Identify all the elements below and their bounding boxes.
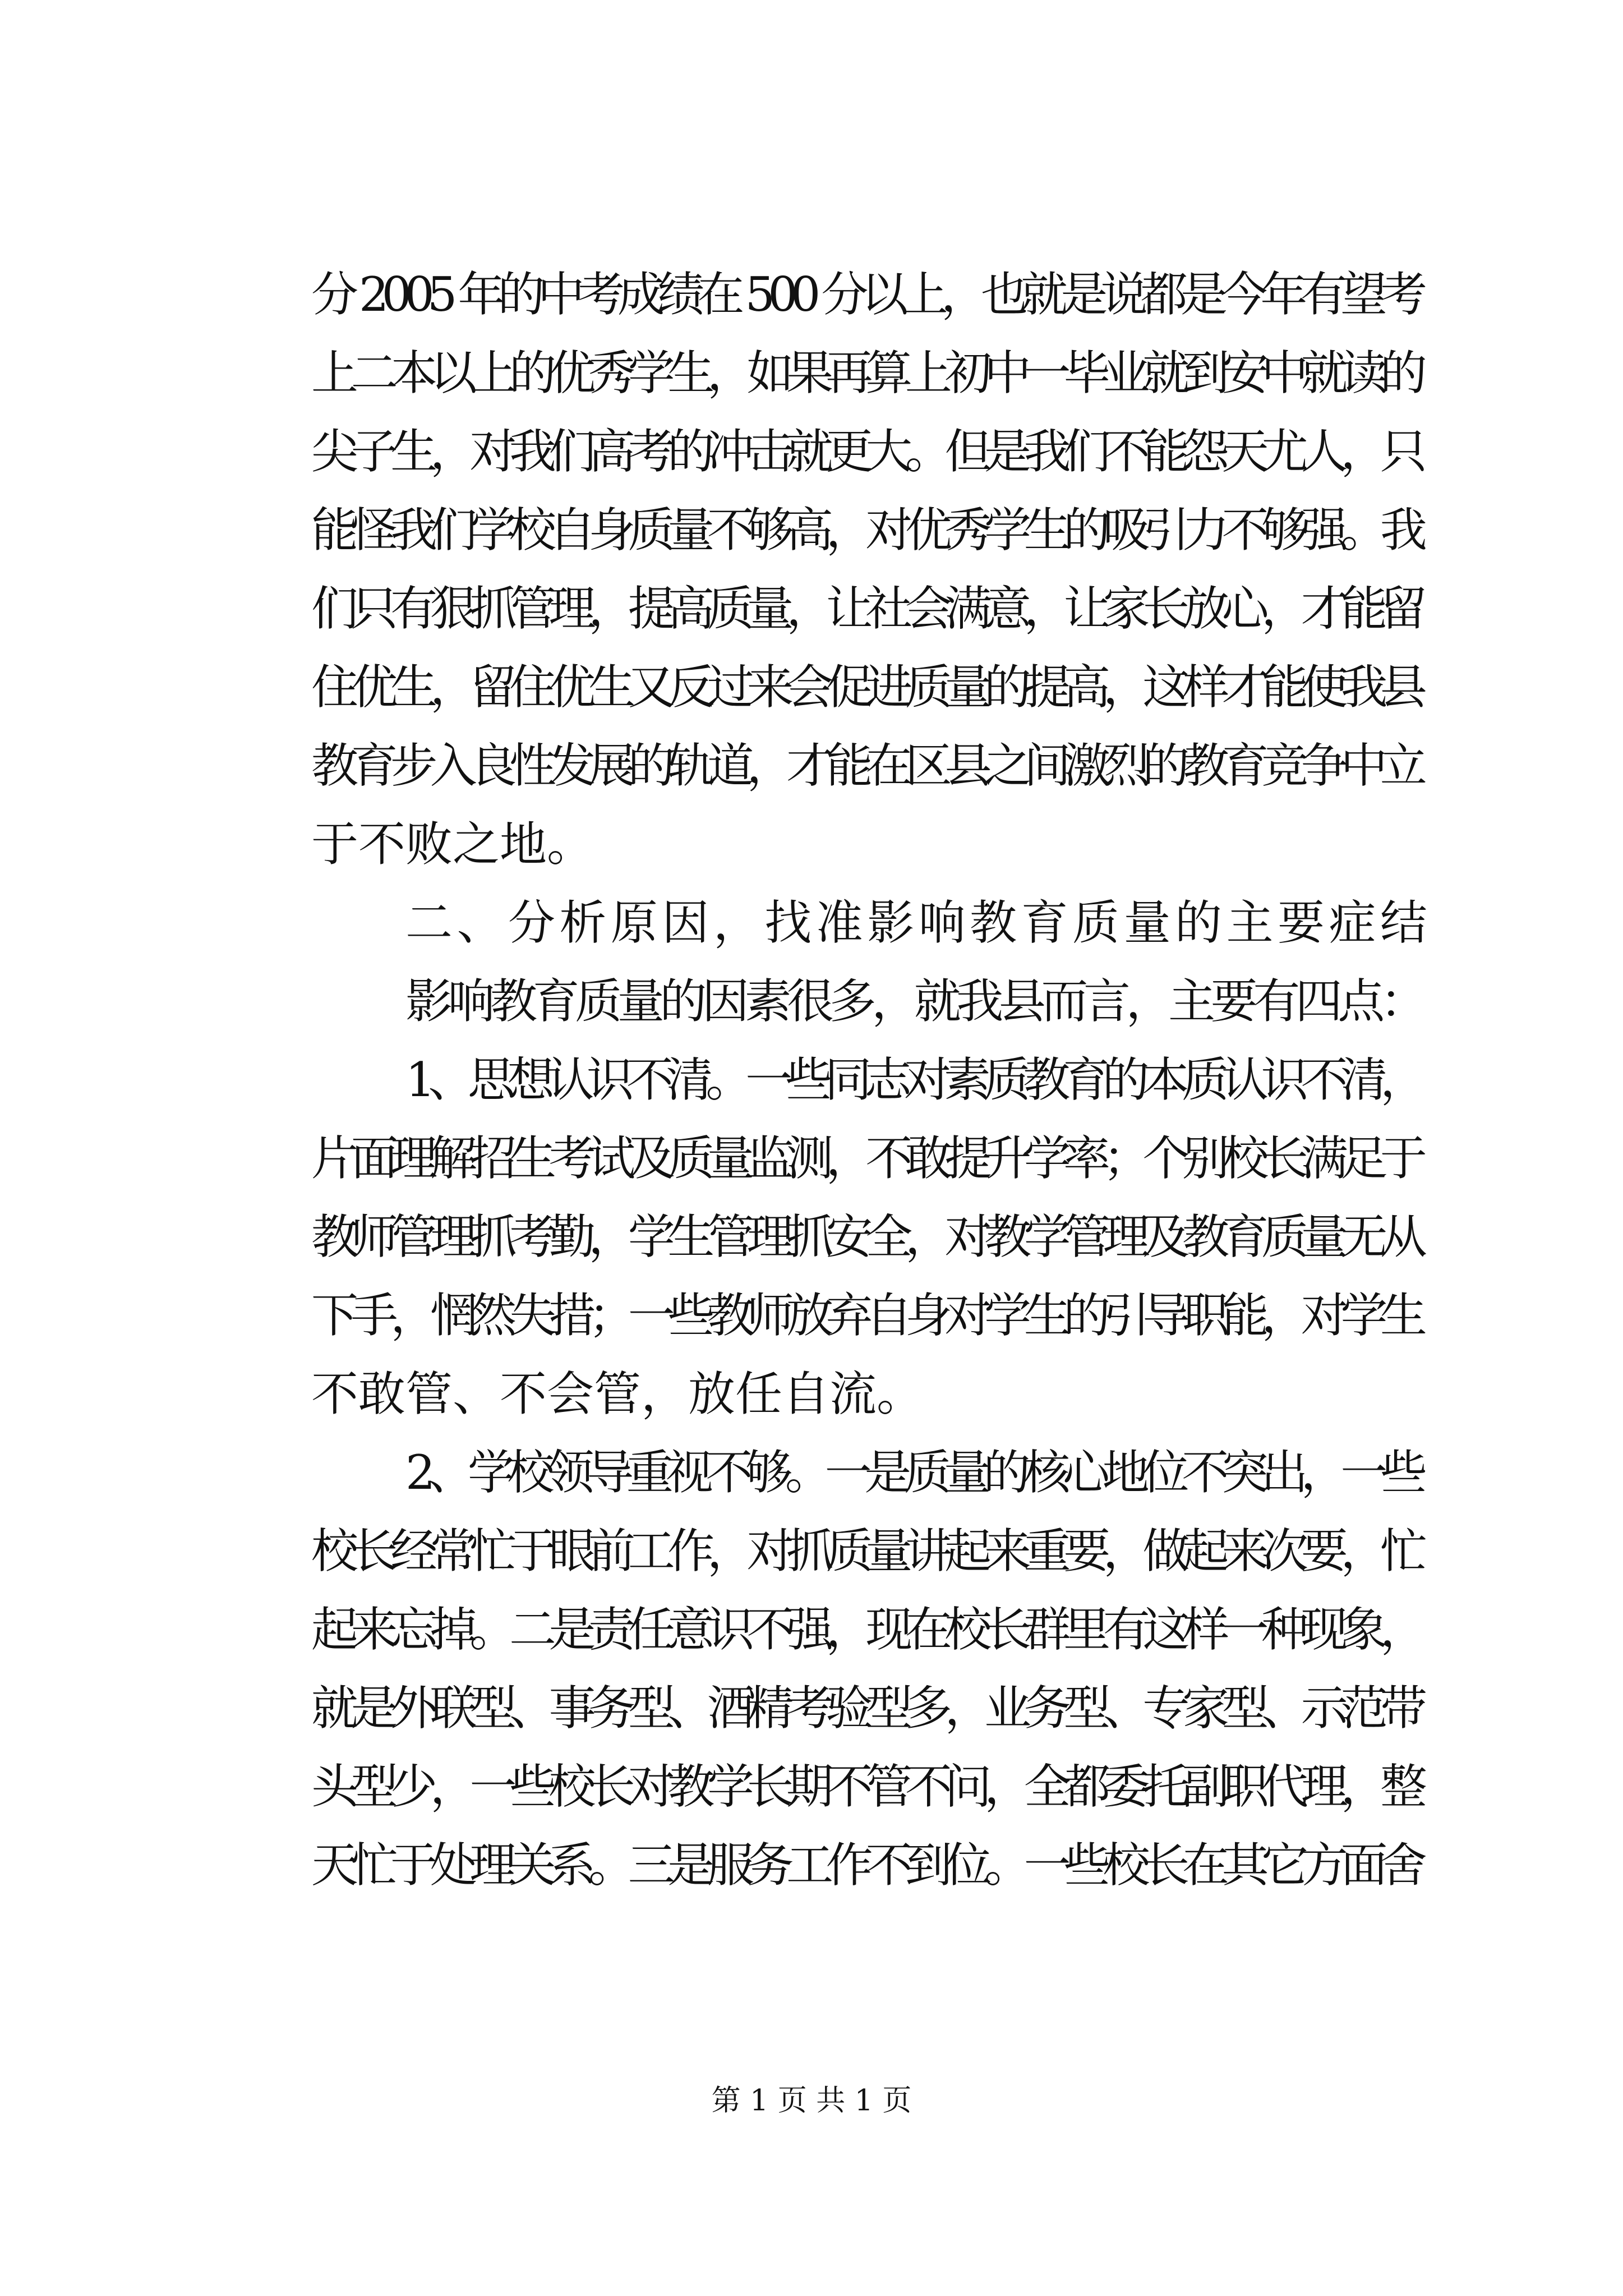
text-line: 起来忘掉。二是责任意识不强，现在校长群里有这样一种现象， xyxy=(311,1602,1420,1657)
text-line: 尖子生，对我们高考的冲击就更大。但是我们不能怨天尤人，只 xyxy=(311,424,1420,479)
text-line: 天忙于处理关系。三是服务工作不到位。一些校长在其它方面舍 xyxy=(311,1838,1420,1893)
text-line: 分 2005 年的中考成绩在 500 分以上，也就是说都是今年有望考 xyxy=(311,267,1421,322)
text-line: 就是外联型、事务型、酒精考验型多，业务型、专家型、示范带 xyxy=(311,1681,1420,1736)
text-line: 能怪我们学校自身质量不够高，对优秀学生的吸引力不够强。我 xyxy=(311,503,1420,558)
text-line: 1、思想认识不清。一些同志对素质教育的本质认识不清， xyxy=(405,1052,1420,1107)
text-line: 们只有狠抓管理，提高质量，让社会满意，让家长放心，才能留 xyxy=(311,581,1420,636)
text-line: 校长经常忙于眼前工作，对抓质量讲起来重要，做起来次要，忙 xyxy=(311,1524,1420,1579)
text-line: 二、分析原因，找准影响教育质量的主要症结 xyxy=(405,895,1432,950)
text-line: 于不败之地。 xyxy=(311,817,594,872)
text-line: 下手，惘然失措；一些教师放弃自身对学生的引导职能，对学生 xyxy=(311,1288,1420,1343)
text-line: 影响教育质量的因素很多，就我县而言，主要有四点： xyxy=(405,974,1423,1029)
text-line: 教师管理抓考勤，学生管理抓安全，对教学管理及教育质量无从 xyxy=(311,1209,1420,1264)
text-line: 片面理解招生考试及质量监测，不敢提升学率；个别校长满足于 xyxy=(311,1131,1420,1186)
text-line: 不敢管、不会管，放任自流。 xyxy=(311,1366,924,1421)
text-line: 住优生，留住优生又反过来会促进质量的提高，这样才能使我县 xyxy=(311,660,1420,715)
text-line: 上二本以上的优秀学生，如果再算上初中一毕业就到安中就读的 xyxy=(311,346,1420,401)
document-body xyxy=(311,255,1432,1904)
text-line: 2、学校领导重视不够。一是质量的核心地位不突出，一些 xyxy=(405,1445,1420,1500)
page-footer: 第 1 页 共 1 页 xyxy=(711,2084,912,2118)
text-line: 教育步入良性发展的轨道，才能在区县之间激烈的教育竞争中立 xyxy=(311,738,1420,793)
text-line: 头型少，一些校长对教学长期不管不问，全都委托副职代理，整 xyxy=(311,1759,1420,1814)
